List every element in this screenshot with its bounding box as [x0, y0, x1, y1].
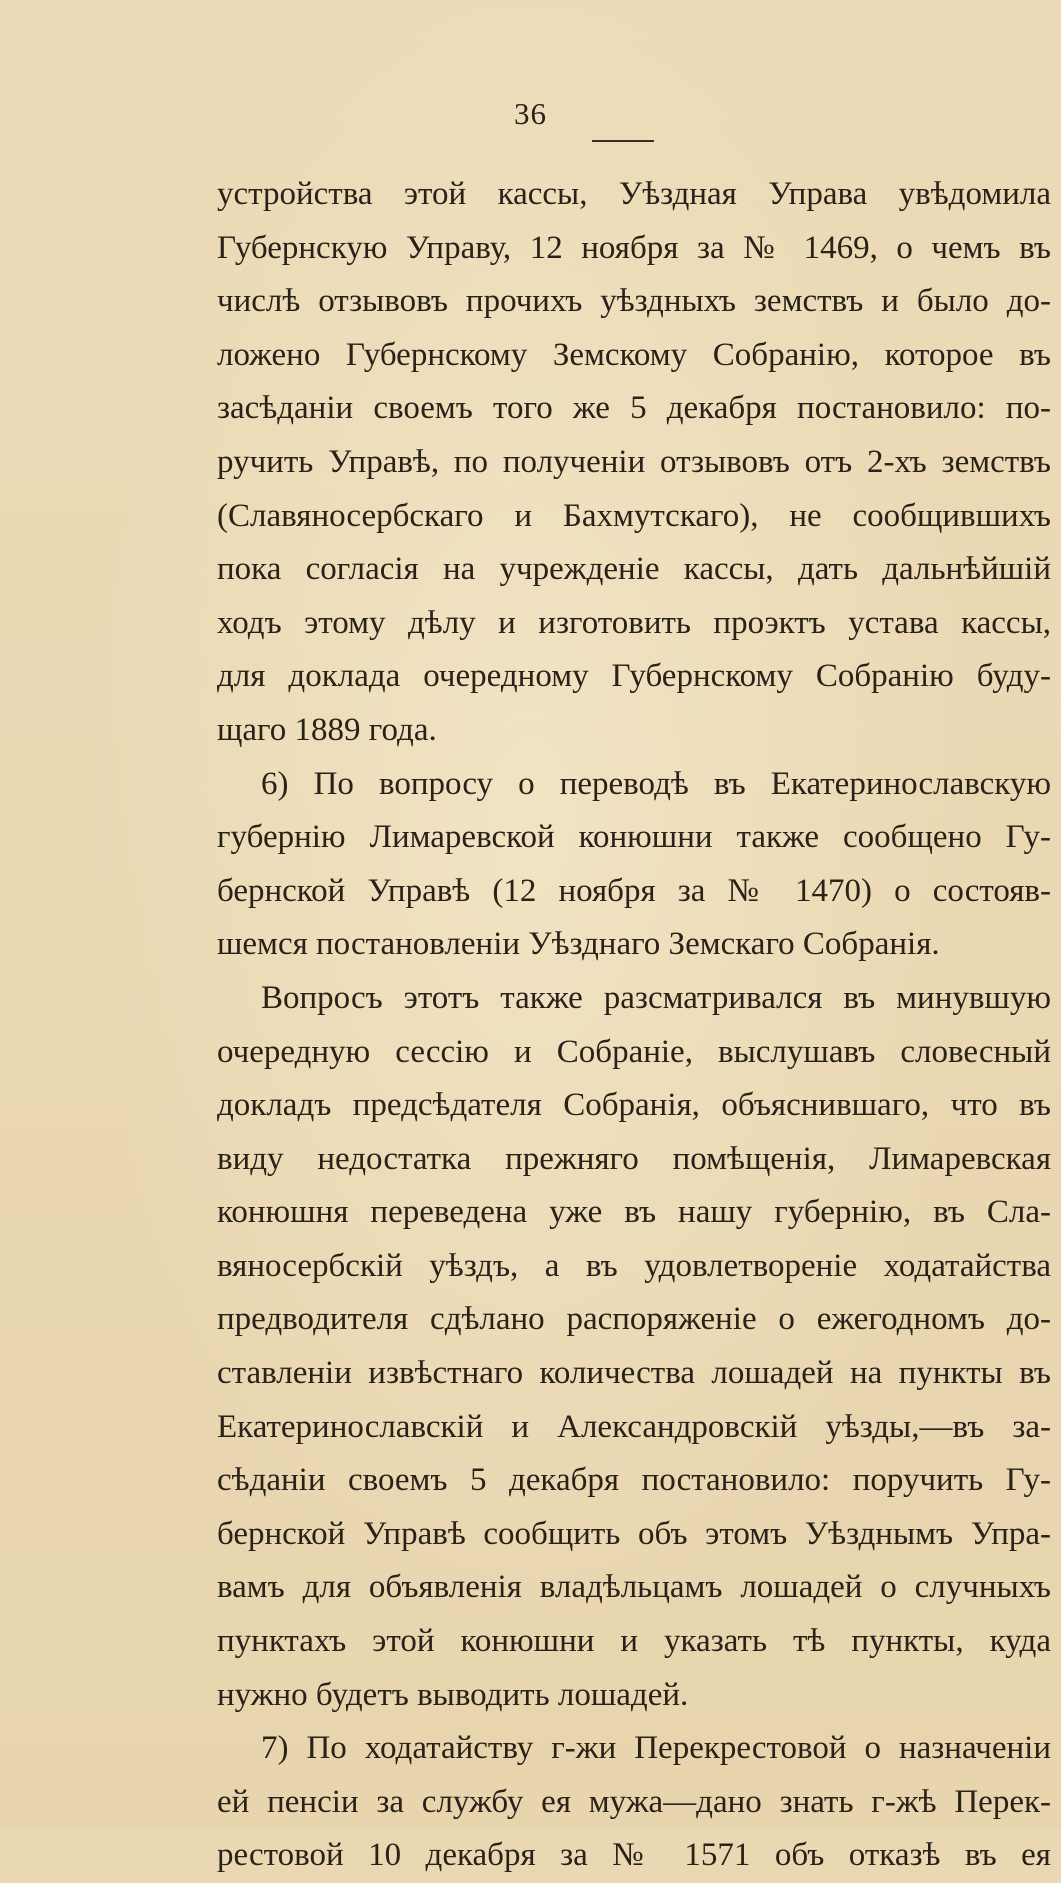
text-line: Губернскую Управу, 12 ноября за № 1469, о чемъ въ — [217, 229, 1051, 266]
text-line: ставленіи извѣстнаго количества лошадей на пункты въ — [217, 1355, 1051, 1392]
text-line: ей пенсіи за службу ея мужа—дано знать г-жѣ Перек- — [217, 1783, 1051, 1820]
page-number: 36 — [514, 96, 547, 131]
text-line: ложено Губернскому Земскому Собранію, которое въ — [217, 336, 1051, 373]
text-line: Екатеринославскій и Александровскій уѣзды,—въ за- — [217, 1408, 1051, 1445]
text-line: пунктахъ этой конюшни и указать тѣ пункты, куда — [217, 1623, 1051, 1660]
text-line: сѣданіи своемъ 5 декабря постановило: поручить Гу- — [217, 1462, 1051, 1499]
text-line: вамъ для объявленія владѣльцамъ лошадей о случныхъ — [217, 1569, 1051, 1606]
text-line: докладъ предсѣдателя Собранія, объяснившаго, что въ — [217, 1087, 1051, 1124]
text-line: нужно будетъ выводить лошадей. — [217, 1676, 689, 1713]
text-line: шемся постановленіи Уѣзднаго Земскаго Собранія. — [217, 926, 940, 963]
text-line: пока согласія на учрежденіе кассы, дать дальнѣйшій — [217, 551, 1051, 588]
text-line: 7) По ходатайству г-жи Перекрестовой о назначеніи — [261, 1730, 1051, 1767]
text-line: ходъ этому дѣлу и изготовить проэктъ устава кассы, — [217, 604, 1051, 641]
page-number-rule — [592, 140, 654, 142]
text-line: 6) По вопросу о переводѣ въ Екатеринославскую — [261, 765, 1051, 802]
text-line: вяносербскій уѣздъ, а въ удовлетвореніе ходатайства — [217, 1247, 1051, 1284]
text-line: числѣ отзывовъ прочихъ уѣздныхъ земствъ и было до- — [217, 283, 1051, 320]
text-line: для доклада очередному Губернскому Собранію буду- — [217, 658, 1051, 695]
text-line: щаго 1889 года. — [217, 711, 437, 748]
text-line: Вопросъ этотъ также разсматривался въ минувшую — [261, 979, 1051, 1016]
text-line: бернской Управѣ сообщить объ этомъ Уѣзднымъ Упра- — [217, 1515, 1051, 1552]
text-line: виду недостатка прежняго помѣщенія, Лимаревская — [217, 1140, 1051, 1177]
text-line: устройства этой кассы, Уѣздная Управа увѣдомила — [217, 176, 1051, 212]
text-line: губернію Лимаревской конюшни также сообщено Гу- — [217, 819, 1051, 856]
text-line: (Славяносербскаго и Бахмутскаго), не сообщившихъ — [217, 497, 1051, 534]
text-line: засѣданіи своемъ того же 5 декабря постановило: по- — [217, 390, 1051, 427]
page-body-text — [217, 168, 1051, 1883]
text-line: очередную сессію и Собраніе, выслушавъ словесный — [217, 1033, 1051, 1070]
text-line: конюшня переведена уже въ нашу губернію, въ Сла- — [217, 1194, 1051, 1231]
text-line: рестовой 10 декабря за № 1571 объ отказѣ въ ея — [217, 1837, 1051, 1874]
text-line: ручить Управѣ, по полученіи отзывовъ отъ 2-хъ земствъ — [217, 443, 1051, 480]
text-line: предводителя сдѣлано распоряженіе о ежегодномъ до- — [217, 1301, 1051, 1338]
text-line: бернской Управѣ (12 ноября за № 1470) о состояв- — [217, 872, 1051, 909]
